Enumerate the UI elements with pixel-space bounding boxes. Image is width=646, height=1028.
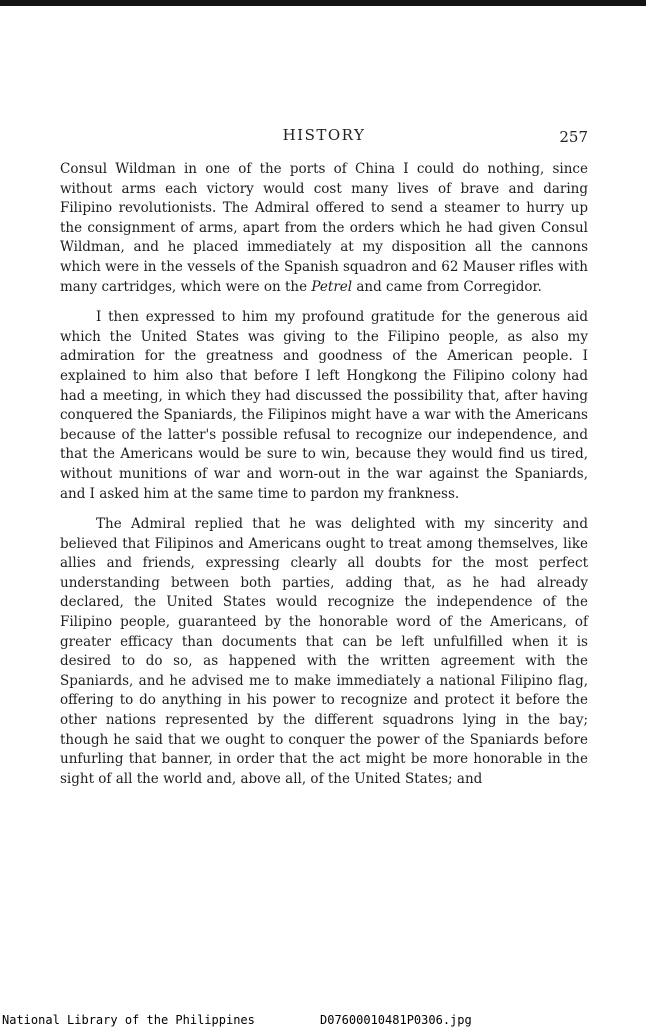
page-number: 257	[559, 128, 588, 146]
scan-footer	[0, 1012, 646, 1028]
footer-library-name: National Library of the Philippines	[2, 1013, 255, 1027]
page-header	[60, 126, 588, 148]
running-head: HISTORY	[282, 126, 366, 144]
paragraph-1-end: and came from Corregidor.	[352, 278, 542, 295]
footer-filename: D07600010481P0306.jpg	[320, 1013, 472, 1027]
ship-name-petrel: Petrel	[311, 278, 353, 295]
paragraph-1	[60, 160, 588, 297]
scan-top-border	[0, 0, 646, 6]
paragraph-3: The Admiral replied that he was delighted with my sincerity and believed that Filipinos and Americans ought to treat among themselves, like allies and friends, expressing clearly all doubts for the most perfect understanding between both parties, adding that, as he had already declared, the United States would recognize the independence of the Filipino people, guaranteed by the honorable word of the Americans, of greater efficacy than documents that can be left unfulfilled when it is desired to do so, as happened with the written agreement with the Spaniards, and he advised me to make immediately a national Filipino flag, offering to do anything in his power to recognize and protect it before the other nations represented by the different squadrons lying in the bay; though he said that we ought to conquer the power of the Spaniards before unfurling that banner, in order that the act might be more honorable in the sight of all the world and, above all, of the United States; and	[60, 516, 588, 787]
paragraph-1-text: Consul Wildman in one of the ports of China I could do nothing, since without arms each victory would cost many lives of brave and daring Filipino revolutionists. The Admiral offered to send a steamer to hurry up the consignment of arms, apart from the orders which he had given Consul Wildman, and he placed immediately at my disposition all the cannons which were in the vessels of the Spanish squadron and 62 Mauser rifles with many cartridges, which were on the	[60, 161, 588, 295]
body-text	[60, 160, 588, 789]
paragraph-2: I then expressed to him my profound gratitude for the generous aid which the United States was giving to the Filipino people, as also my admiration for the greatness and goodness of the American people. I explained to him also that before I left Hongkong the Filipino colony had had a meeting, in which they had discussed the possibility that, after having conquered the Spaniards, the Filipinos might have a war with the Americans because of the latter's possible refusal to recognize our independence, and that the Americans would be sure to win, because they would find us tired, without munitions of war and worn-out in the war against the Spaniards, and I asked him at the same time to pardon my frankness.	[60, 309, 588, 502]
